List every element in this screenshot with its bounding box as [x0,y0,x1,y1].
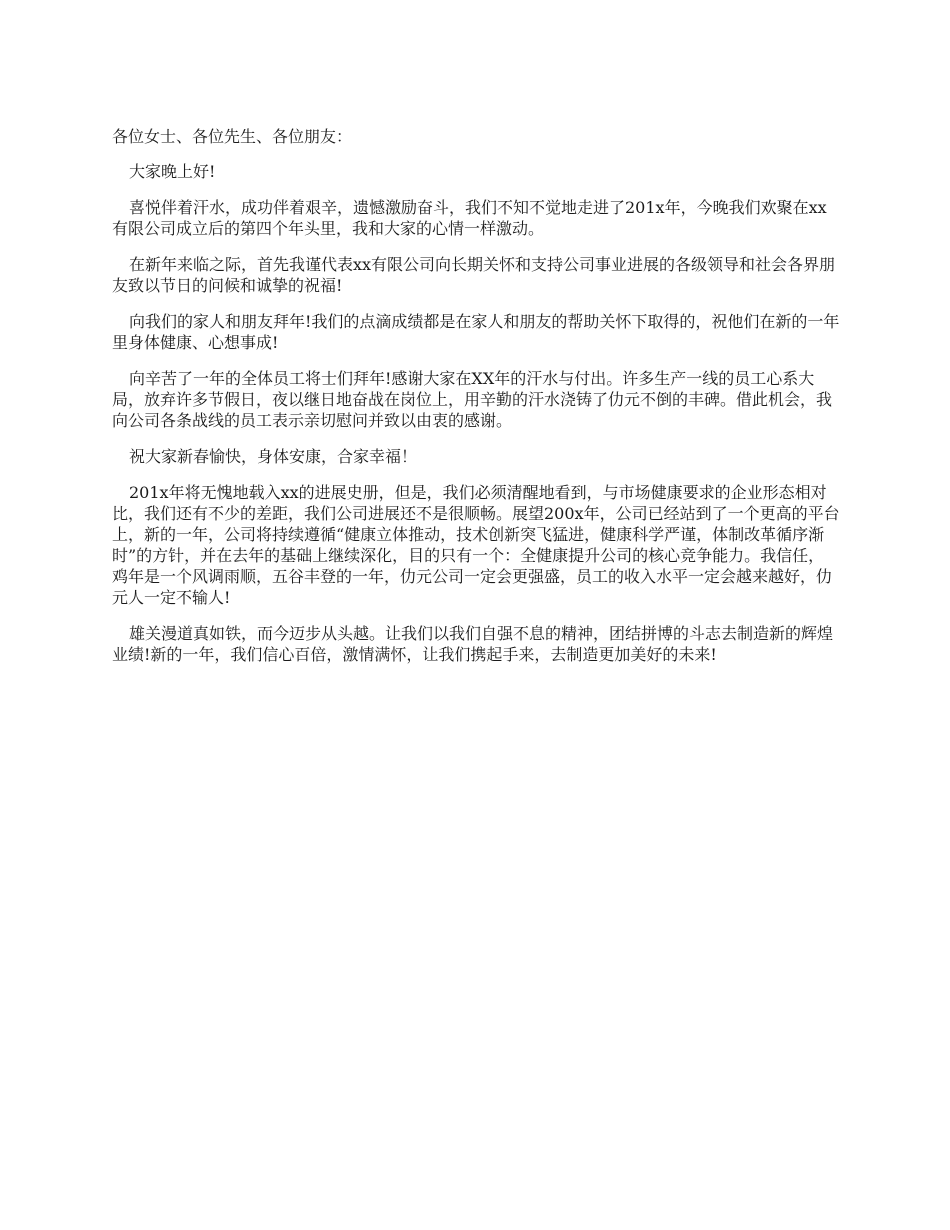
salutation: 各位女士、各位先生、各位朋友： [112,127,353,146]
paragraph-employees: 向辛苦了一年的全体员工将士们拜年!感谢大家在XX年的汗水与付出。许多生产一线的员工心系大局，放弃许多节假日，夜以继日地奋战在岗位上，用辛勤的汗水浇铸了仂元不倒的丰碑。借此机会，我向公司各条战线的员工表示亲切慰问并致以由衷的感谢。 [112,369,833,430]
paragraph-family: 向我们的家人和朋友拜年!我们的点滴成绩都是在家人和朋友的帮助关怀下取得的，祝他们在新的一年里身体健康、心想事成! [112,312,840,352]
paragraph-wishes: 祝大家新春愉快，身体安康，合家幸福！ [129,447,418,466]
paragraph-opening: 喜悦伴着汗水，成功伴着艰辛，遗憾激励奋斗，我们不知不觉地走进了201x年，今晚我们欢聚在xx有限公司成立后的第四个年头里，我和大家的心情一样激动。 [112,198,827,238]
paragraph-closing: 雄关漫道真如铁，而今迈步从头越。让我们以我们自强不息的精神，团结拼博的斗志去制造新的辉煌业绩!新的一年，我们信心百倍，激情满怀，让我们携起手来，去制造更加美好的未来! [112,624,834,664]
document-body [112,126,840,680]
paragraph-greeting: 大家晚上好! [129,162,216,181]
paragraph-thanks-leaders: 在新年来临之际，首先我谨代表xx有限公司向长期关怀和支持公司事业进展的各级领导和社会各界朋友致以节日的问候和诚挚的祝福! [112,255,836,295]
paragraph-outlook: 201x年将无愧地载入xx的进展史册，但是，我们必须清醒地看到，与市场健康要求的企业形态相对比，我们还有不少的差距，我们公司进展还不是很顺畅。展望200x年，公司已经站到了一个更高的平台上，新的一年，公司将持续遵循“健康立体推动，技术创新突飞猛进，健康科学严谨，体制改革循序渐时”的方针，并在去年的基础上继续深化，目的只有一个：全健康提升公司的核心竞争能力。我信任，鸡年是一个风调雨顺，五谷丰登的一年，仂元公司一定会更强盛，员工的收入水平一定会越来越好，仂元人一定不输人! [112,483,840,607]
